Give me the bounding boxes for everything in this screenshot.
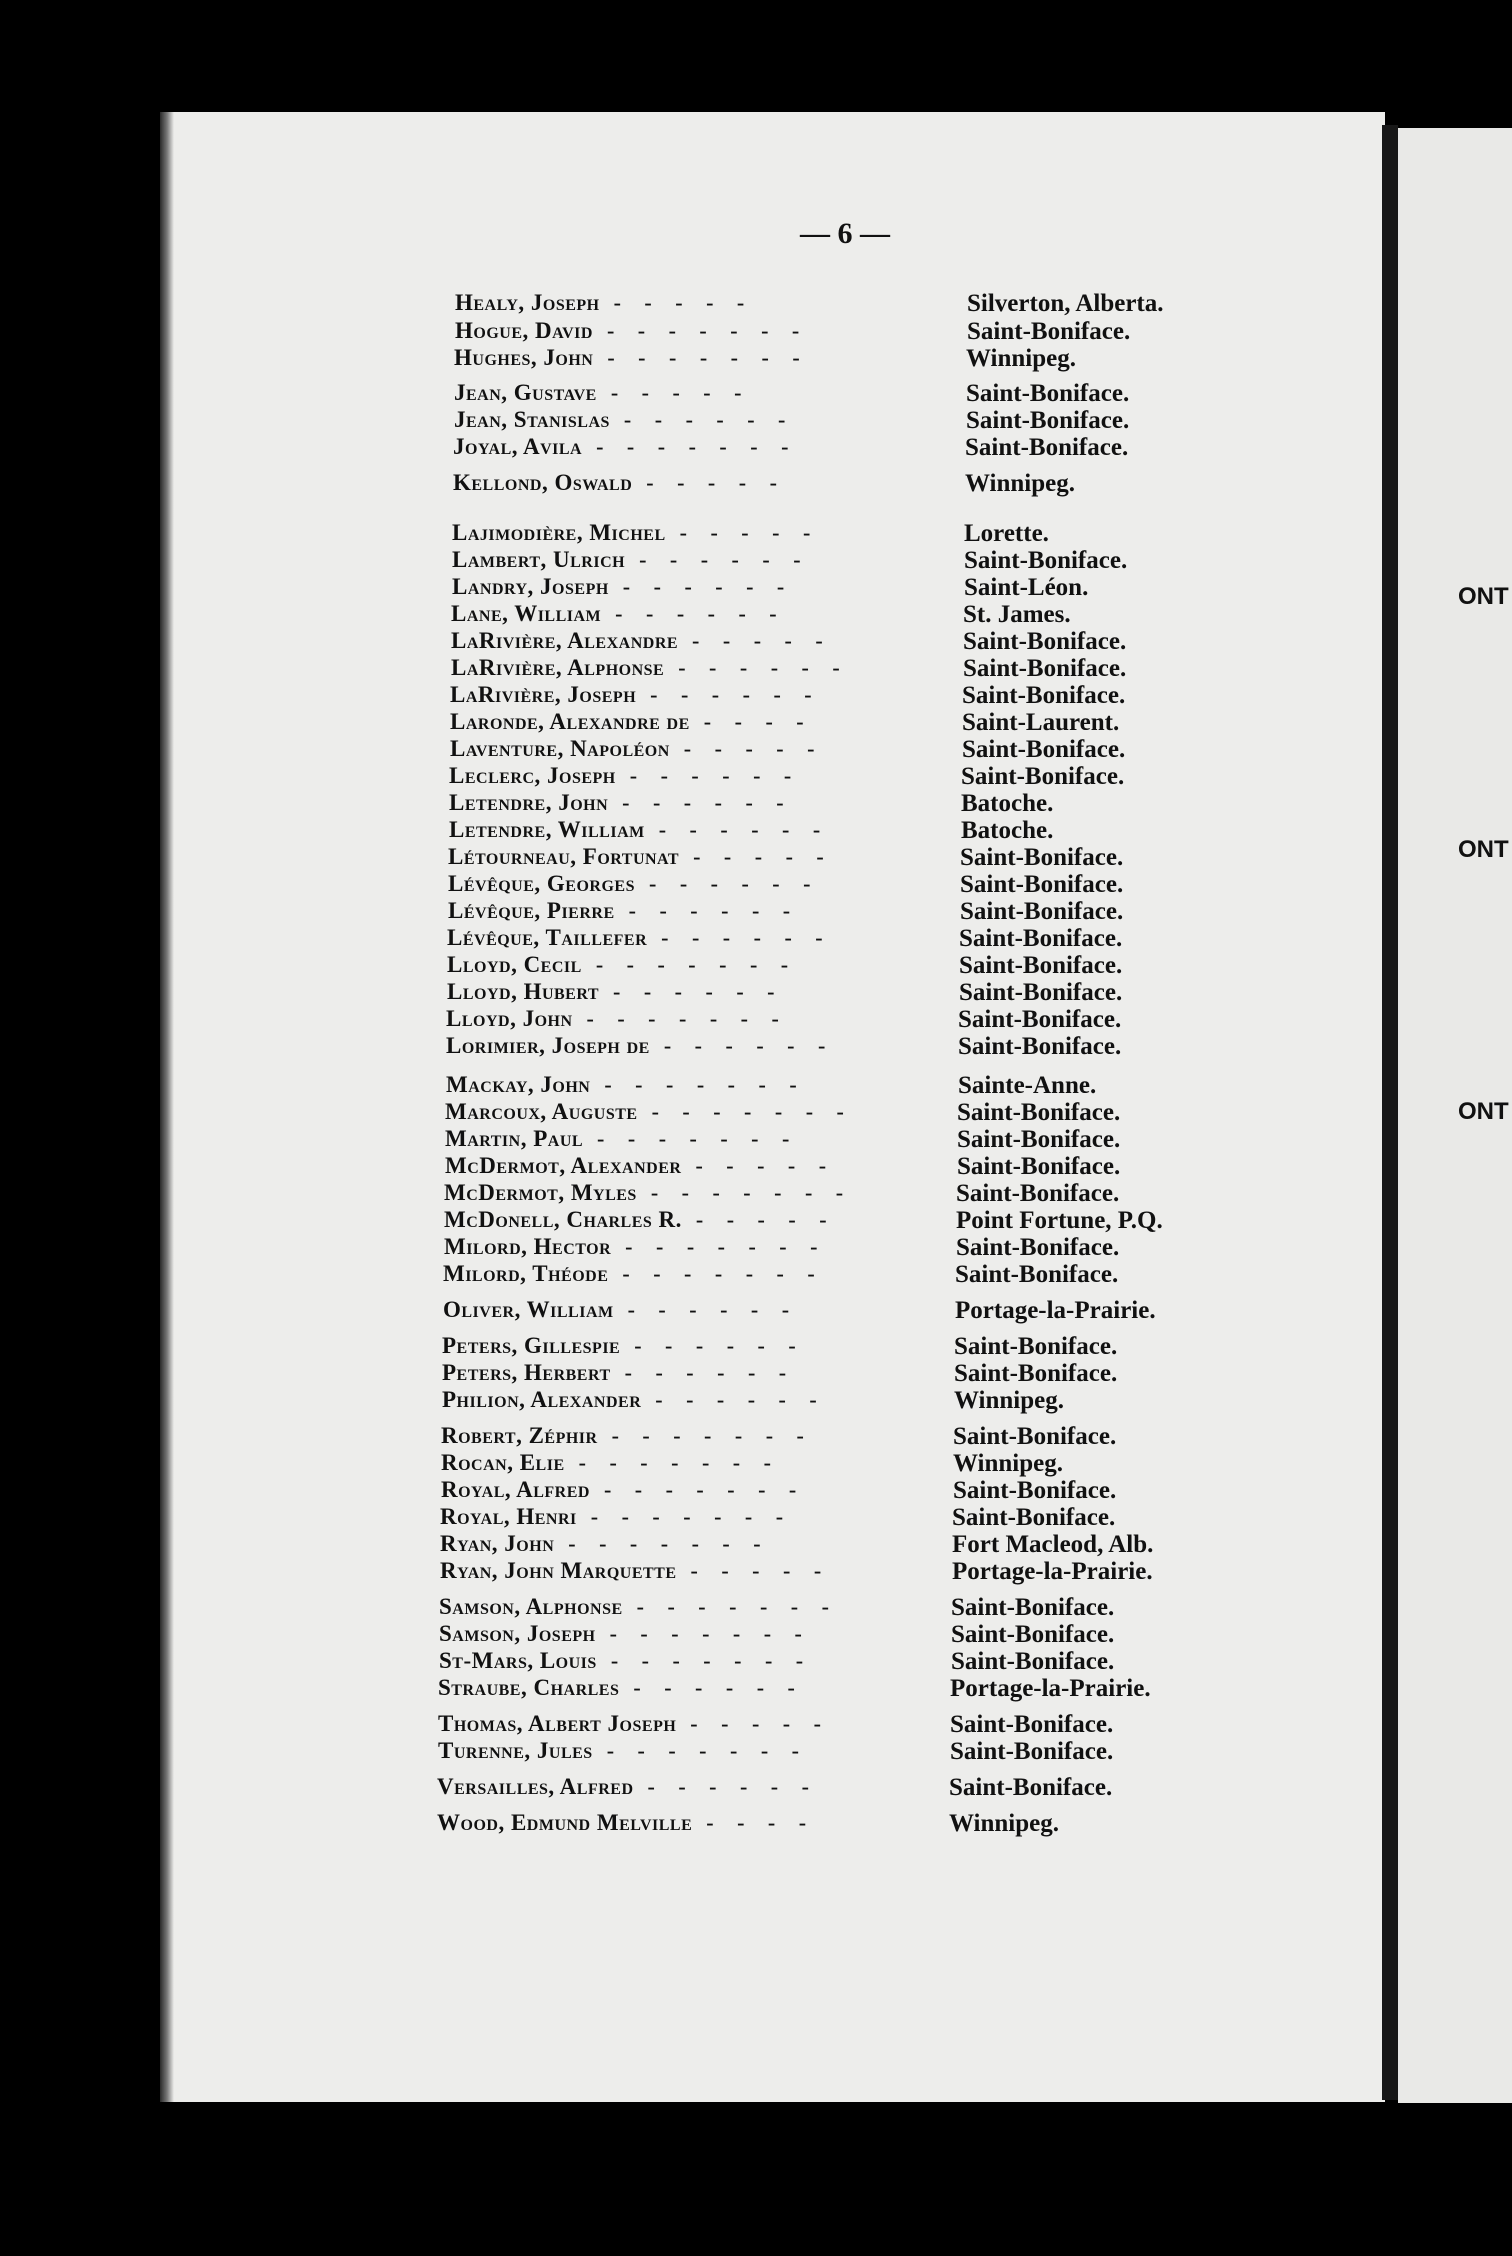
leader-dashes: - - - - - - bbox=[663, 1033, 835, 1058]
place-name: Saint-Boniface. bbox=[962, 682, 1126, 709]
place-name: Winnipeg. bbox=[954, 1387, 1064, 1414]
leader-dashes: - - - - - - bbox=[649, 871, 820, 896]
person-name: Letendre, John bbox=[449, 790, 609, 815]
person-name: Landry, Joseph bbox=[452, 574, 609, 599]
leader-dashes: - - - - - - - bbox=[606, 318, 809, 343]
book-gutter bbox=[1382, 125, 1398, 2100]
place-name: Saint-Boniface. bbox=[961, 763, 1125, 790]
place-name: Sainte-Anne. bbox=[958, 1072, 1097, 1099]
person-name: Lajimodière, Michel bbox=[452, 520, 666, 545]
person-name: Marcoux, Auguste bbox=[445, 1099, 638, 1124]
person-name: Wood, Edmund Melville bbox=[437, 1810, 693, 1835]
leader-dashes: - - - - - - bbox=[622, 790, 793, 815]
person-name: Robert, Zéphir bbox=[441, 1423, 598, 1448]
person-name: Oliver, William bbox=[443, 1297, 614, 1322]
leader-dashes: - - - - - - - bbox=[590, 1504, 793, 1529]
leader-dashes: - - - - - - bbox=[634, 1333, 805, 1358]
place-name: Saint-Boniface. bbox=[950, 1738, 1114, 1765]
leader-dashes: - - - - - - bbox=[678, 655, 849, 680]
place-name: Winnipeg. bbox=[949, 1810, 1059, 1837]
leader-dashes: - - - - - bbox=[646, 470, 786, 495]
leader-dashes: - - - - - - - bbox=[610, 1648, 813, 1673]
place-name: Saint-Boniface. bbox=[962, 736, 1126, 763]
leader-dashes: - - - - - bbox=[695, 1153, 836, 1178]
place-name: Saint-Boniface. bbox=[953, 1477, 1117, 1504]
place-name: Saint-Boniface. bbox=[959, 925, 1123, 952]
person-name: Royal, Henri bbox=[440, 1504, 577, 1529]
person-name: Ryan, John Marquette bbox=[440, 1558, 677, 1583]
leader-dashes: - - - - bbox=[703, 709, 813, 734]
person-name: Thomas, Albert Joseph bbox=[438, 1711, 677, 1736]
leader-dashes: - - - - - bbox=[679, 520, 820, 545]
person-name: Lévêque, Pierre bbox=[448, 898, 615, 923]
person-name: Kellond, Oswald bbox=[453, 470, 633, 495]
person-name: Healy, Joseph bbox=[455, 290, 600, 315]
leader-dashes: - - - - - - - bbox=[586, 1006, 788, 1031]
place-name: Saint-Léon. bbox=[964, 574, 1089, 601]
place-name: Winnipeg. bbox=[965, 470, 1075, 497]
leader-dashes: - - - - - - bbox=[622, 574, 794, 599]
person-name: LaRivière, Alphonse bbox=[451, 655, 665, 680]
leader-dashes: - - - - - - bbox=[639, 547, 810, 572]
person-name: Peters, Gillespie bbox=[442, 1333, 621, 1358]
person-name: Versailles, Alfred bbox=[437, 1774, 634, 1799]
place-name: Saint-Boniface. bbox=[966, 407, 1130, 434]
leader-dashes: - - - - - - - bbox=[596, 434, 798, 459]
person-name: Turenne, Jules bbox=[438, 1738, 593, 1763]
person-name: Laronde, Alexandre de bbox=[450, 709, 690, 734]
leader-dashes: - - - - - - bbox=[624, 1360, 796, 1385]
person-name: Peters, Herbert bbox=[442, 1360, 611, 1385]
leader-dashes: - - - - - bbox=[690, 1558, 831, 1583]
place-name: St. James. bbox=[963, 601, 1071, 628]
place-name: Winnipeg. bbox=[953, 1450, 1063, 1477]
place-name: Saint-Boniface. bbox=[964, 547, 1128, 574]
leader-dashes: - - - - - - bbox=[661, 925, 832, 950]
place-name: Winnipeg. bbox=[966, 345, 1076, 372]
place-name: Saint-Boniface. bbox=[958, 1033, 1122, 1060]
leader-dashes: - - - - - bbox=[692, 628, 832, 653]
place-name: Fort Macleod, Alb. bbox=[952, 1531, 1154, 1558]
leader-dashes: - - - - - - - bbox=[636, 1594, 838, 1619]
leader-dashes: - - - - - - - bbox=[606, 1738, 808, 1763]
leader-dashes: - - - - - - - bbox=[607, 345, 809, 370]
place-name: Saint-Boniface. bbox=[959, 952, 1123, 979]
person-name: Letendre, William bbox=[449, 817, 645, 842]
place-name: Saint-Boniface. bbox=[952, 1504, 1116, 1531]
person-name: LaRivière, Alexandre bbox=[451, 628, 679, 653]
person-name: Leclerc, Joseph bbox=[449, 763, 616, 788]
person-name: Hughes, John bbox=[454, 345, 594, 370]
place-name: Saint-Boniface. bbox=[963, 655, 1127, 682]
person-name: Lloyd, John bbox=[446, 1006, 573, 1031]
person-name: Létourneau, Fortunat bbox=[448, 844, 680, 869]
place-name: Saint-Boniface. bbox=[960, 871, 1124, 898]
person-name: Joyal, Avila bbox=[453, 434, 583, 459]
leader-dashes: - - - - - - bbox=[629, 763, 801, 788]
place-name: Saint-Boniface. bbox=[967, 318, 1131, 345]
person-name: Jean, Stanislas bbox=[454, 407, 610, 432]
leader-dashes: - - - - - - - bbox=[568, 1531, 770, 1556]
person-name: Samson, Alphonse bbox=[439, 1594, 623, 1619]
leader-dashes: - - - - - - bbox=[633, 1675, 804, 1700]
place-name: Saint-Boniface. bbox=[954, 1333, 1118, 1360]
person-name: Royal, Alfred bbox=[441, 1477, 590, 1502]
place-name: Batoche. bbox=[961, 790, 1054, 817]
page-number: — 6 — bbox=[800, 217, 890, 250]
facing-page-label: ONT bbox=[1458, 836, 1509, 863]
person-name: Milord, Hector bbox=[444, 1234, 612, 1259]
place-name: Saint-Boniface. bbox=[957, 1099, 1121, 1126]
person-name: Lloyd, Cecil bbox=[447, 952, 582, 977]
person-name: St-Mars, Louis bbox=[439, 1648, 597, 1673]
person-name: Lane, William bbox=[451, 601, 602, 626]
facing-page-label: ONT bbox=[1458, 583, 1509, 610]
place-name: Portage-la-Prairie. bbox=[952, 1558, 1153, 1585]
place-name: Saint-Boniface. bbox=[956, 1234, 1120, 1261]
person-name: Lloyd, Hubert bbox=[447, 979, 600, 1004]
place-name: Saint-Boniface. bbox=[955, 1261, 1119, 1288]
leader-dashes: - - - - - - - bbox=[609, 1621, 811, 1646]
person-name: Samson, Joseph bbox=[439, 1621, 596, 1646]
leader-dashes: - - - - - - bbox=[650, 682, 821, 707]
place-name: Saint-Boniface. bbox=[966, 380, 1130, 407]
leader-dashes: - - - - - - bbox=[627, 1297, 799, 1322]
person-name: Mackay, John bbox=[446, 1072, 591, 1097]
facing-page-label: ONT bbox=[1458, 1098, 1509, 1125]
place-name: Saint-Boniface. bbox=[957, 1126, 1121, 1153]
leader-dashes: - - - - - - - bbox=[604, 1072, 806, 1097]
place-name: Saint-Boniface. bbox=[951, 1648, 1115, 1675]
leader-dashes: - - - - - - bbox=[658, 817, 830, 842]
place-name: Saint-Boniface. bbox=[954, 1360, 1118, 1387]
person-name: McDermot, Alexander bbox=[445, 1153, 682, 1178]
leader-dashes: - - - - - - - bbox=[603, 1477, 806, 1502]
leader-dashes: - - - - - bbox=[683, 736, 824, 761]
leader-dashes: - - - - - - bbox=[655, 1387, 826, 1412]
place-name: Saint-Boniface. bbox=[959, 979, 1123, 1006]
leader-dashes: - - - - - - - bbox=[595, 952, 798, 977]
place-name: Portage-la-Prairie. bbox=[955, 1297, 1156, 1324]
place-name: Batoche. bbox=[961, 817, 1054, 844]
person-name: Ryan, John bbox=[440, 1531, 555, 1556]
place-name: Point Fortune, P.Q. bbox=[956, 1207, 1163, 1234]
leader-dashes: - - - - - - bbox=[615, 601, 786, 626]
leader-dashes: - - - - - - bbox=[613, 979, 784, 1004]
place-name: Lorette. bbox=[964, 520, 1049, 547]
leader-dashes: - - - - - - - bbox=[622, 1261, 824, 1286]
leader-dashes: - - - - bbox=[706, 1810, 816, 1835]
place-name: Portage-la-Prairie. bbox=[950, 1675, 1151, 1702]
place-name: Saint-Boniface. bbox=[960, 844, 1124, 871]
leader-dashes: - - - - - - - bbox=[597, 1126, 799, 1151]
place-name: Saint-Boniface. bbox=[956, 1180, 1120, 1207]
leader-dashes: - - - - - - - bbox=[651, 1099, 853, 1124]
leader-dashes: - - - - - - bbox=[628, 898, 800, 923]
person-name: Philion, Alexander bbox=[442, 1387, 642, 1412]
leader-dashes: - - - - - bbox=[693, 844, 833, 869]
place-name: Saint-Boniface. bbox=[958, 1006, 1122, 1033]
leader-dashes: - - - - - bbox=[613, 290, 754, 315]
person-name: Straube, Charles bbox=[438, 1675, 620, 1700]
leader-dashes: - - - - - - bbox=[647, 1774, 818, 1799]
place-name: Silverton, Alberta. bbox=[967, 290, 1164, 317]
leader-dashes: - - - - - - - bbox=[625, 1234, 827, 1259]
place-name: Saint-Boniface. bbox=[960, 898, 1124, 925]
person-name: Laventure, Napoléon bbox=[450, 736, 670, 761]
person-name: Rocan, Elie bbox=[441, 1450, 565, 1475]
place-name: Saint-Boniface. bbox=[950, 1711, 1114, 1738]
place-name: Saint-Boniface. bbox=[953, 1423, 1117, 1450]
place-name: Saint-Boniface. bbox=[951, 1594, 1115, 1621]
leader-dashes: - - - - - - - bbox=[650, 1180, 853, 1205]
facing-page-edge bbox=[1398, 128, 1512, 2103]
person-name: LaRivière, Joseph bbox=[450, 682, 637, 707]
place-name: Saint-Boniface. bbox=[949, 1774, 1113, 1801]
person-name: McDermot, Myles bbox=[444, 1180, 637, 1205]
leader-dashes: - - - - - bbox=[610, 380, 751, 405]
person-name: Milord, Théode bbox=[443, 1261, 609, 1286]
place-name: Saint-Laurent. bbox=[962, 709, 1120, 736]
place-name: Saint-Boniface. bbox=[965, 434, 1129, 461]
leader-dashes: - - - - - - - bbox=[611, 1423, 813, 1448]
leader-dashes: - - - - - bbox=[690, 1711, 830, 1736]
person-name: Lévêque, Taillefer bbox=[447, 925, 648, 950]
place-name: Saint-Boniface. bbox=[951, 1621, 1115, 1648]
person-name: Lambert, Ulrich bbox=[452, 547, 626, 572]
place-name: Saint-Boniface. bbox=[963, 628, 1127, 655]
person-name: Lorimier, Joseph de bbox=[446, 1033, 650, 1058]
leader-dashes: - - - - - - bbox=[623, 407, 795, 432]
person-name: Lévêque, Georges bbox=[448, 871, 635, 896]
leader-dashes: - - - - - - - bbox=[578, 1450, 780, 1475]
person-name: Martin, Paul bbox=[445, 1126, 584, 1151]
leader-dashes: - - - - - bbox=[695, 1207, 836, 1232]
person-name: Jean, Gustave bbox=[454, 380, 597, 405]
place-name: Saint-Boniface. bbox=[957, 1153, 1121, 1180]
person-name: McDonell, Charles R. bbox=[444, 1207, 682, 1232]
person-name: Hogue, David bbox=[455, 318, 593, 343]
